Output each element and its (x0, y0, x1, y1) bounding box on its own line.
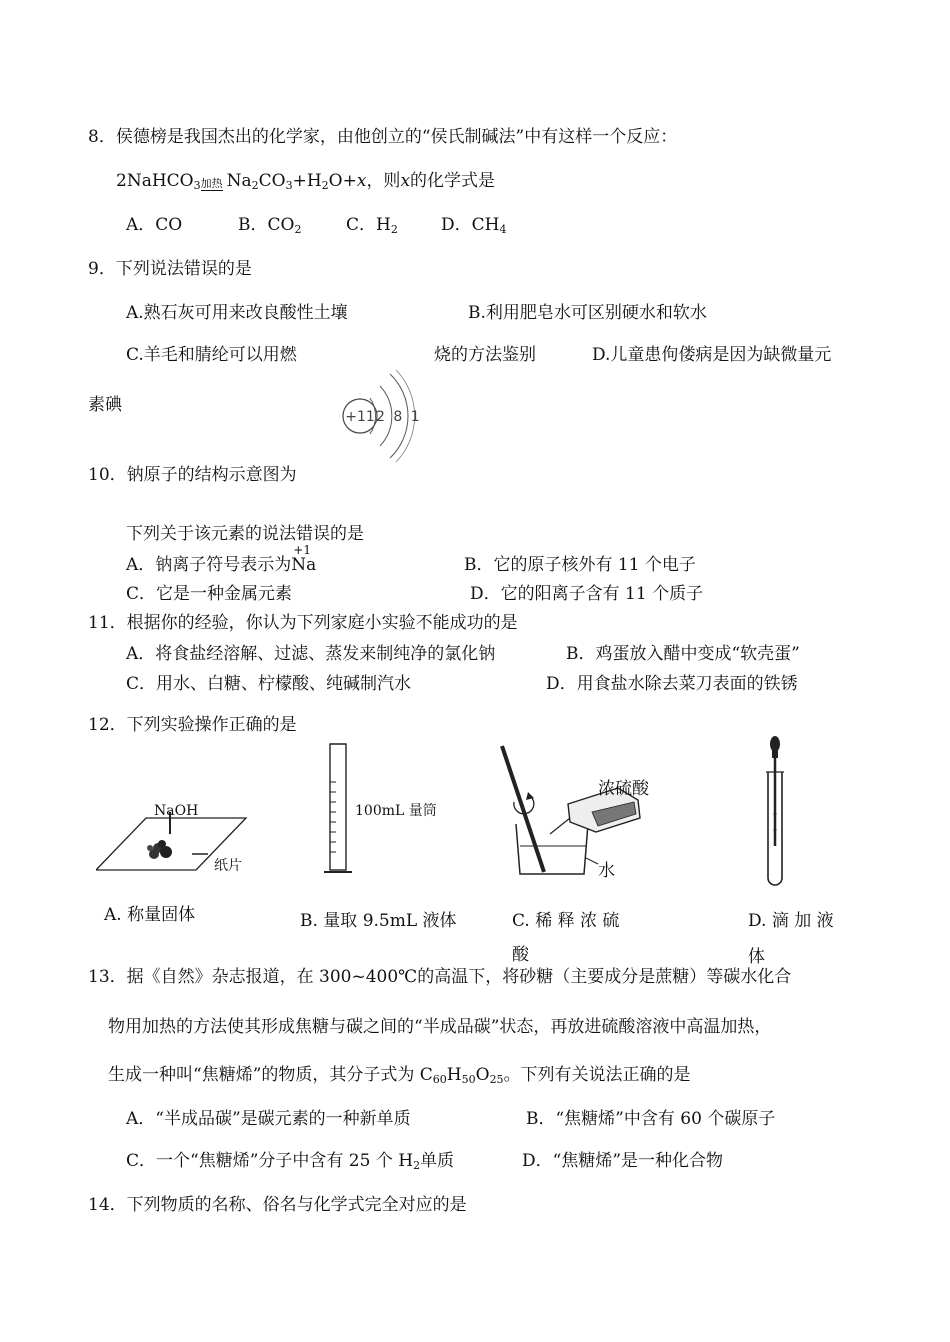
q9-stem: 9．下列说法错误的是 (88, 259, 252, 279)
q9-option-d[interactable]: D.儿童患佝偻病是因为缺微量元 (592, 345, 832, 365)
q10-option-b[interactable]: B．它的原子核外有 11 个电子 (464, 555, 696, 575)
q8-option-c[interactable]: C．$H_2$ (346, 215, 398, 236)
atom-shell-electrons: 2 8 1 (376, 409, 422, 425)
atom-nucleus-label: +11 (345, 409, 375, 425)
q10-option-d[interactable]: D．它的阳离子含有 11 个质子 (470, 584, 704, 604)
q10-option-c[interactable]: C．它是一种金属元素 (126, 584, 293, 604)
reaction-condition: 加热 (200, 177, 223, 190)
q10-stem: 10．钠原子的结构示意图为 (88, 465, 297, 485)
caption-d[interactable]: D. 滴 加 液 (748, 911, 834, 931)
sodium-atom-diagram (336, 364, 426, 464)
q11-option-b[interactable]: B．鸡蛋放入醋中变成“软壳蛋” (566, 644, 800, 664)
q13-stem-line3: 生成一种叫“焦糖烯”的物质，其分子式为 $C_{60}H_{50}O_{25}$。下列有关说法正确的是 (108, 1065, 691, 1086)
q13-stem-line2: 物用加热的方法使其形成焦糖与碳之间的“半成品碳”状态，再放进硫酸溶液中高温加热， (108, 1017, 772, 1037)
q9-option-a[interactable]: A.熟石灰可用来改良酸性土壤 (126, 303, 348, 323)
caption-d-cont: 体 (748, 947, 765, 967)
q9-option-b[interactable]: B.利用肥皂水可区别硬水和软水 (468, 303, 707, 323)
q8-option-a[interactable]: A．CO (126, 215, 183, 235)
conc-acid-label: 浓硫酸 (598, 779, 649, 799)
q8-option-d[interactable]: D．$CH_4$ (441, 215, 507, 236)
naoh-label: NaOH (154, 803, 199, 819)
q14-stem: 14．下列物质的名称、俗名与化学式完全对应的是 (88, 1195, 467, 1215)
q11-stem: 11．根据你的经验，你认为下列家庭小实验不能成功的是 (88, 613, 518, 633)
q9-option-c-cont: 烧的方法鉴别 (434, 345, 536, 365)
q13-option-c[interactable]: C．一个“焦糖烯”分子中含有 25 个 $H_2$单质 (126, 1151, 455, 1172)
q8-equation: 2NaHCO$_3$ 加热 $Na_2CO_3+H_2O+x$，则x的化学式是 (116, 171, 496, 192)
q9-option-d-cont: 素碘 (88, 395, 122, 415)
caption-a[interactable]: A. 称量固体 (104, 905, 196, 925)
q13-option-a[interactable]: A．“半成品碳”是碳元素的一种新单质 (126, 1109, 411, 1129)
paper-label: 纸片 (214, 858, 242, 874)
q13-option-d[interactable]: D．“焦糖烯”是一种化合物 (522, 1151, 724, 1171)
figure-dilute-acid (500, 742, 660, 884)
caption-c[interactable]: C. 稀 释 浓 硫 (512, 911, 620, 931)
q12-stem: 12．下列实验操作正确的是 (88, 715, 297, 735)
water-label: 水 (598, 861, 615, 881)
q11-option-d[interactable]: D．用食盐水除去菜刀表面的铁锈 (546, 674, 798, 694)
q9-option-c[interactable]: C.羊毛和腈纶可以用燃 (126, 345, 297, 365)
q13-stem-line1: 13．据《自然》杂志报道，在 300~400℃的高温下，将砂糖（主要成分是蔗糖）等碳水化合 (88, 967, 792, 987)
cylinder-label: 100mL 量筒 (355, 803, 437, 819)
q8-stem: 8．侯德榜是我国杰出的化学家，由他创立的“侯氏制碱法”中有这样一个反应： (88, 127, 678, 147)
figure-dropper-test-tube (760, 734, 790, 894)
q11-option-a[interactable]: A．将食盐经溶解、过滤、蒸发来制纯净的氯化钠 (126, 644, 496, 664)
q13-option-b[interactable]: B．“焦糖烯”中含有 60 个碳原子 (526, 1109, 776, 1129)
q10-intro: 下列关于该元素的说法错误的是 (126, 524, 364, 544)
figure-graduated-cylinder (320, 742, 360, 882)
ion-charge: +1 (293, 543, 311, 557)
q10-option-a[interactable]: A．钠离子符号表示为 +1 Na (126, 554, 316, 576)
caption-b[interactable]: B. 量取 9.5mL 液体 (300, 911, 457, 931)
caption-c-cont: 酸 (512, 945, 529, 965)
q8-option-b[interactable]: B．$CO_2$ (238, 215, 302, 236)
q11-option-c[interactable]: C．用水、白糖、柠檬酸、纯碱制汽水 (126, 674, 412, 694)
